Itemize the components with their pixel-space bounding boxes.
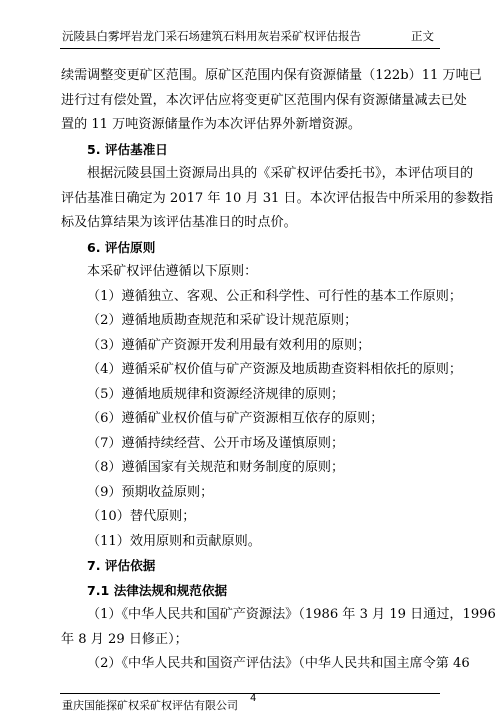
basis-item: （2）《中华人民共和国资产评估法》（中华人民共和国主席令第 46 <box>87 656 470 671</box>
text-line: 续需调整变更矿区范围。原矿区范围内保有资源储量（122b）11 万吨已 <box>61 68 482 83</box>
principle-item: （6）遵循矿业权价值与矿产资源相互依存的原则； <box>87 411 384 426</box>
principle-item: （2）遵循地质勘查规范和采矿设计规范原则； <box>87 313 358 328</box>
page-number: 4 <box>250 693 257 704</box>
report-title: 沅陵县白雾坪岩龙门采石场建筑石料用灰岩采矿权评估报告 <box>62 29 361 43</box>
text-line: 根据沅陵县国土资源局出具的《采矿权评估委托书》，本评估项目的 <box>87 166 474 181</box>
principle-item: （5）遵循地质规律和资源经济规律的原则； <box>87 386 345 402</box>
subsection-heading-7-1: 7.1 法律法规和规范依据 <box>87 582 228 598</box>
section-heading-5: 5. 评估基准日 <box>87 141 168 157</box>
principle-item: （11）效用原则和贡献原则。 <box>87 533 261 549</box>
basis-item: （1）《中华人民共和国矿产资源法》（1986 年 3 月 19 日通过，1996 <box>87 607 496 622</box>
text-line: 评估基准日确定为 2017 年 10 月 31 日。本次评估报告中所采用的参数指 <box>61 190 494 206</box>
page-header <box>60 24 440 49</box>
principle-item: （7）遵循持续经营、公开市场及谨慎原则； <box>87 435 345 451</box>
text-line: 本采矿权评估遵循以下原则： <box>87 264 258 279</box>
company-name: 重庆国能探矿权采矿权评估有限公司 <box>62 699 238 712</box>
principle-item: （8）遵循国家有关规范和财务制度的原则； <box>87 460 345 475</box>
section-heading-7: 7. 评估依据 <box>87 558 156 573</box>
text-line: 年 8 月 29 日修正）； <box>61 631 188 647</box>
section-label: 正文 <box>411 29 434 43</box>
page-footer <box>60 693 440 714</box>
principle-item: （3）遵循矿产资源开发利用最有效利用的原则； <box>87 337 371 353</box>
text-line: 置的 11 万吨资源储量作为本次评估界外新增资源。 <box>61 117 361 132</box>
principle-item: （1）遵循独立、客观、公正和科学性、可行性的基本工作原则； <box>87 288 462 304</box>
principle-item: （9）预期收益原则； <box>87 484 214 500</box>
section-heading-6: 6. 评估原则 <box>87 239 156 255</box>
text-line: 进行过有偿处置，本次评估应将变更矿区范围内保有资源储量减去已处 <box>61 92 467 108</box>
text-line: 标及估算结果为该评估基准日的时点价。 <box>61 215 297 230</box>
report-body <box>61 64 496 677</box>
principle-item: （4）遵循采矿权价值与矿产资源及地质勘查资料相依托的原则； <box>87 362 462 377</box>
principle-item: （10）替代原则； <box>87 509 196 524</box>
